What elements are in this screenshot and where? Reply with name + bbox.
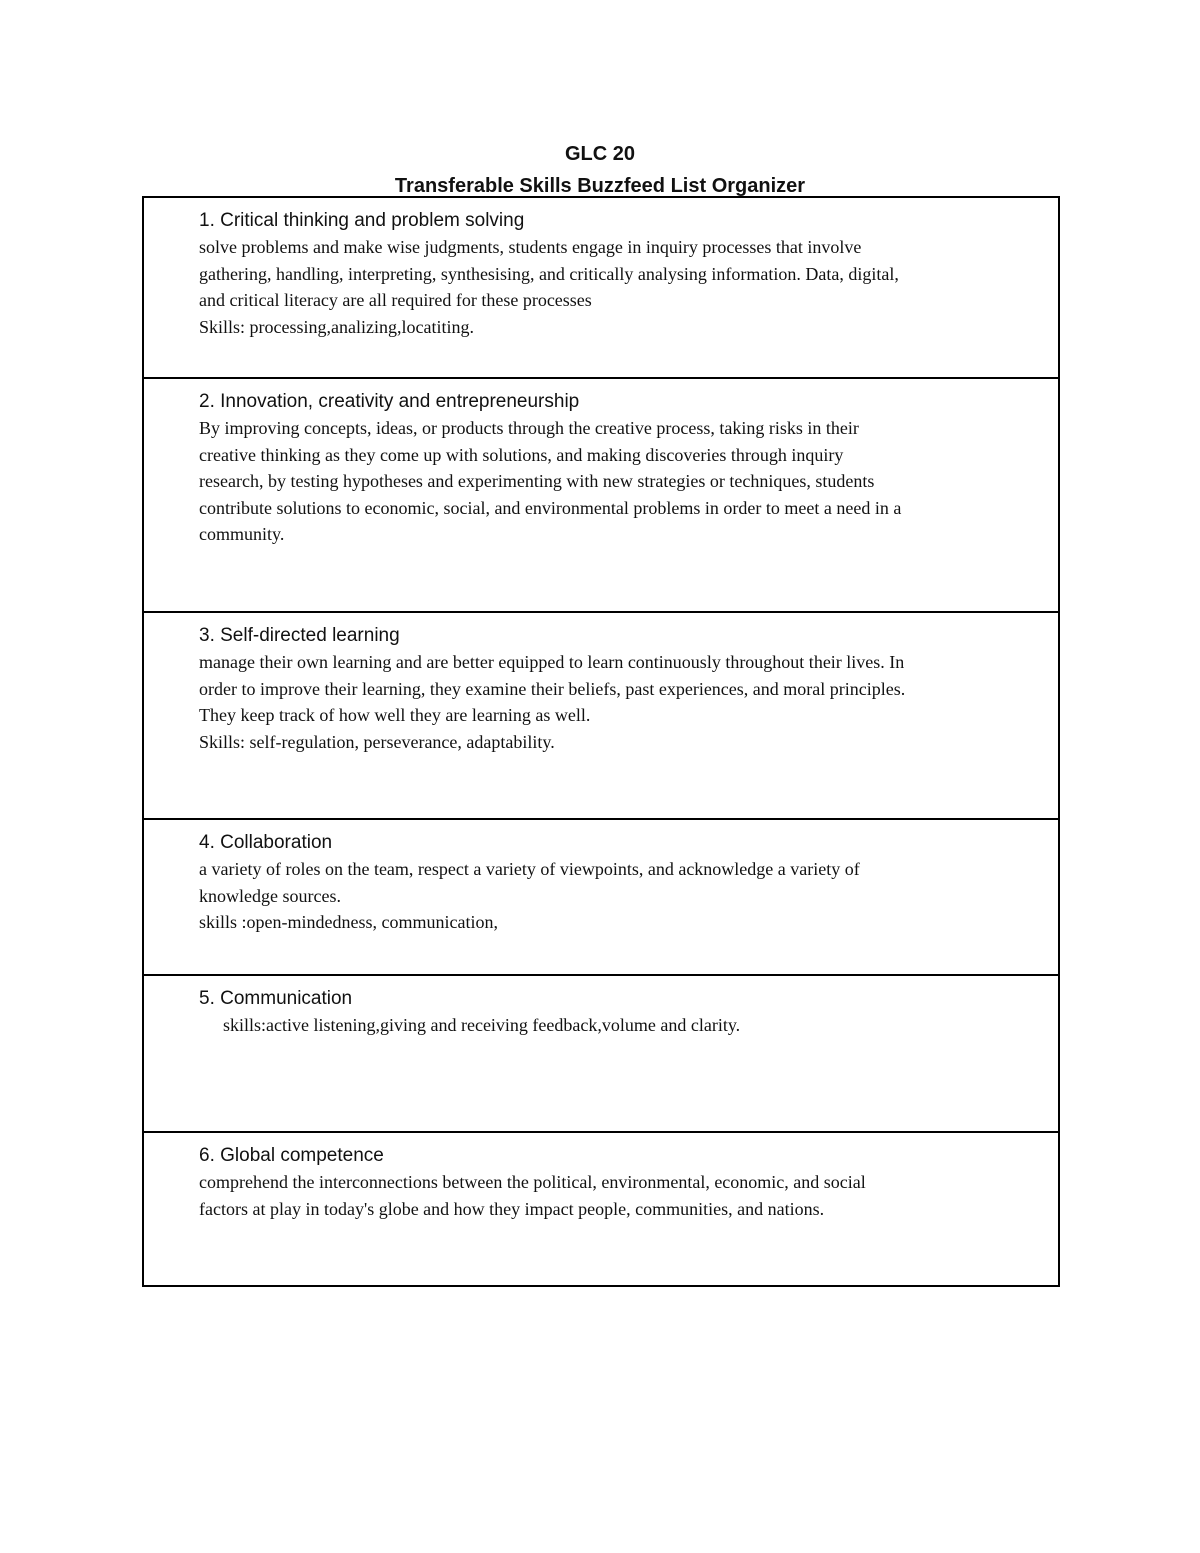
skill-text-line: research, by testing hypotheses and experimenting with new strategies or techniques, students [199, 471, 875, 491]
skill-text-line: factors at play in today's globe and how they impact people, communities, and nations. [199, 1198, 825, 1219]
skill-row-global-competence [144, 1131, 1058, 1287]
skill-row-collaboration [144, 818, 1058, 974]
skill-heading: 6. Global competence [199, 1145, 384, 1166]
skill-text-line: They keep track of how well they are learning as well. [199, 705, 591, 725]
skill-heading: 5. Communication [199, 988, 353, 1009]
skill-text-line: comprehend the interconnections between the political, environmental, economic, and social [199, 1172, 866, 1192]
skill-row-innovation [144, 377, 1058, 611]
skill-text-line: order to improve their learning, they examine their beliefs, past experiences, and moral principles. [199, 678, 906, 699]
skill-text-line: skills:active listening,giving and receiving feedback,volume and clarity. [223, 1015, 741, 1035]
document-title: GLC 20 [564, 143, 636, 165]
skill-heading: 1. Critical thinking and problem solving [199, 210, 525, 231]
skill-row-communication [144, 974, 1058, 1131]
skill-text-line: solve problems and make wise judgments, students engage in inquiry processes that involve [199, 237, 862, 257]
skill-text-line: gathering, handling, interpreting, synthesising, and critically analysing information. Data, digital, [199, 263, 899, 284]
skill-text-line: contribute solutions to economic, social, and environmental problems in order to meet a need in a [199, 497, 902, 518]
skill-text-line: By improving concepts, ideas, or products through the creative process, taking risks in their [199, 418, 859, 438]
skill-heading: 2. Innovation, creativity and entrepreneurship [199, 391, 580, 412]
skills-organizer-table [142, 196, 1060, 1287]
skill-text-line: skills :open-mindedness, communication, [199, 912, 498, 932]
skill-row-self-directed-learning [144, 611, 1058, 818]
skill-row-critical-thinking [144, 196, 1058, 377]
skill-text-line: knowledge sources. [199, 885, 341, 906]
skill-heading: 4. Collaboration [199, 832, 333, 853]
skill-text-line: and critical literacy are all required for these processes [199, 290, 592, 310]
skill-heading: 3. Self-directed learning [199, 625, 400, 646]
skill-text-line: community. [199, 524, 285, 544]
document-subtitle: Transferable Skills Buzzfeed List Organizer [394, 175, 806, 197]
skill-text-line: Skills: processing,analizing,locatiting. [199, 316, 474, 337]
skill-text-line: Skills: self-regulation, perseverance, adaptability. [199, 731, 555, 752]
skill-text-line: manage their own learning and are better equipped to learn continuously throughout their lives. In [199, 652, 905, 672]
skill-text-line: creative thinking as they come up with solutions, and making discoveries through inquiry [199, 444, 844, 465]
skill-text-line: a variety of roles on the team, respect a variety of viewpoints, and acknowledge a variety of [199, 859, 860, 879]
